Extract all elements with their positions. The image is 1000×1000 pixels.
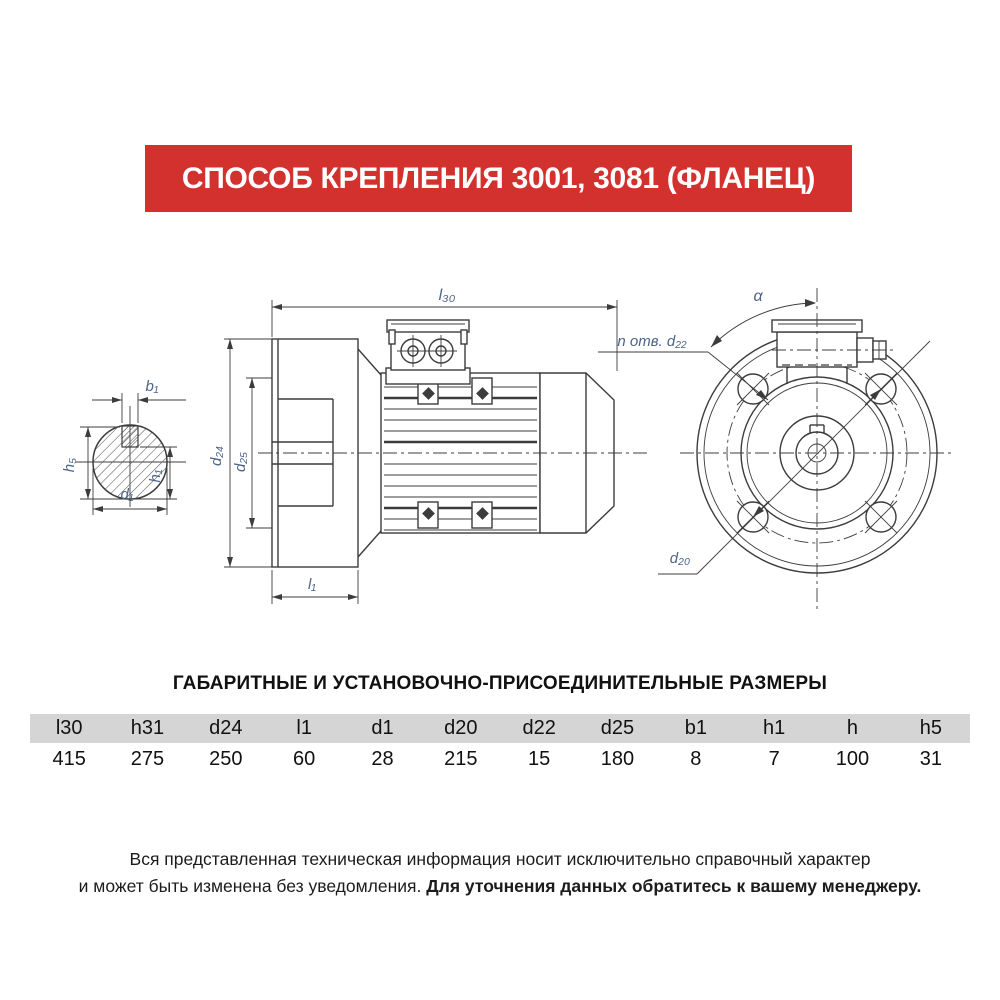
table-value-cell: 275 bbox=[130, 747, 165, 770]
table-value-cell: 415 bbox=[52, 747, 86, 770]
table-value-cell: 250 bbox=[209, 747, 243, 770]
table-value-cell: 8 bbox=[690, 747, 702, 770]
dim-label-alpha: α bbox=[753, 288, 763, 305]
dim-label-h5: h₅ bbox=[61, 457, 78, 473]
motor-side-view bbox=[208, 287, 648, 604]
terminal-box-side bbox=[386, 320, 470, 384]
table-header-cell: h5 bbox=[919, 717, 942, 739]
table-header-cell: d1 bbox=[371, 717, 394, 739]
table-value-cell: 60 bbox=[293, 747, 316, 770]
dim-label-b1: b₁ bbox=[145, 378, 159, 395]
table-header-cell: l30 bbox=[55, 717, 83, 739]
key-section bbox=[122, 426, 138, 447]
shaft-section-view bbox=[61, 378, 186, 515]
terminal-box-front bbox=[772, 320, 893, 384]
technical-drawing bbox=[0, 255, 1000, 635]
dimensions-table bbox=[30, 714, 970, 775]
table-header-cell: h bbox=[846, 717, 859, 739]
table-header-cell: d20 bbox=[444, 717, 478, 739]
bolt-hole-top-left bbox=[737, 373, 769, 405]
table-value-cell: 28 bbox=[371, 747, 394, 770]
table-value-cell: 100 bbox=[835, 747, 870, 770]
dim-label-d1: d₁ bbox=[120, 486, 134, 503]
dim-label-l1: l₁ bbox=[307, 576, 317, 593]
dim-label-n-holes-d22: n отв. d₂₂ bbox=[617, 333, 687, 350]
table-value-cell: 15 bbox=[528, 747, 551, 770]
disclaimer-line1: Вся представленная техническая информация носит исключительно справочный характер bbox=[129, 849, 871, 869]
disclaimer-line2-bold: Для уточнения данных обратитесь к вашему менеджеру. bbox=[426, 876, 922, 896]
dim-label-l30: l₃₀ bbox=[438, 287, 456, 304]
disclaimer-note bbox=[0, 846, 1000, 900]
dim-label-d20: d₂₀ bbox=[669, 550, 691, 567]
table-values-row bbox=[30, 743, 970, 775]
table-value-cell: 180 bbox=[600, 747, 635, 770]
table-value-cell: 31 bbox=[919, 747, 942, 770]
flange-front-view bbox=[598, 288, 955, 612]
dim-label-d24: d₂₄ bbox=[208, 445, 225, 467]
table-header-row bbox=[30, 714, 970, 743]
table-value-cell: 7 bbox=[768, 747, 780, 770]
table-value-cell: 215 bbox=[444, 747, 478, 770]
table-header-cell: d25 bbox=[600, 717, 635, 739]
page-title: СПОСОБ КРЕПЛЕНИЯ 3001, 3081 (ФЛАНЕЦ) bbox=[181, 161, 816, 195]
title-banner bbox=[145, 145, 852, 212]
table-header-cell: d22 bbox=[522, 717, 556, 739]
disclaimer-line2-regular: и может быть изменена без уведомления. bbox=[78, 876, 427, 896]
dim-l1 bbox=[272, 570, 358, 604]
table-header-cell: d24 bbox=[209, 717, 243, 739]
table-header-cell: h1 bbox=[763, 717, 786, 739]
dim-label-h1: h₁ bbox=[147, 469, 164, 483]
table-header-cell: l1 bbox=[296, 717, 312, 739]
disclaimer-line2 bbox=[0, 873, 1000, 900]
bolt-hole-bottom-right bbox=[865, 501, 897, 533]
dim-label-d25: d₂₅ bbox=[232, 451, 249, 473]
dim-b1 bbox=[92, 378, 186, 423]
table-header-cell: h31 bbox=[130, 717, 165, 739]
dimensions-heading: ГАБАРИТНЫЕ И УСТАНОВОЧНО-ПРИСОЕДИНИТЕЛЬНЫЕ РАЗМЕРЫ bbox=[172, 673, 828, 694]
table-header-cell: b1 bbox=[684, 717, 707, 739]
